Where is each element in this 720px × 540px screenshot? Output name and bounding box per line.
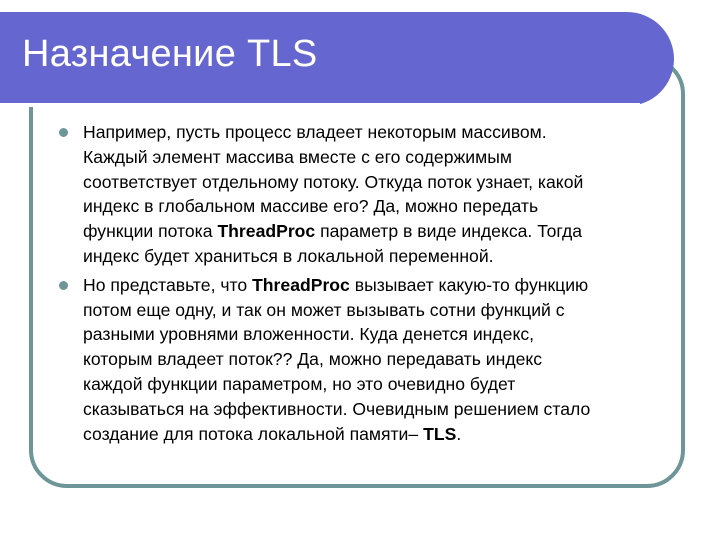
code-term: ThreadProc [252, 274, 350, 295]
text-line: Но представьте, что ThreadProc вызывает какую-то функцию [83, 274, 589, 295]
title-underline [0, 103, 640, 107]
text-line: каждой функции параметром, но это очевидно будет [83, 373, 516, 394]
text-line: индекс в глобальном массиве его? Да, можно передать [83, 196, 539, 217]
text-line: соответствует отдельному потоку. Откуда поток узнает, какой [83, 171, 584, 192]
slide-body [58, 120, 673, 450]
text-line: создание для потока локальной памяти– TLS. [83, 423, 462, 444]
text-line: функции потока ThreadProc параметр в виде индекса. Тогда [83, 221, 583, 242]
bullet-icon [59, 281, 68, 290]
code-term: ThreadProc [217, 221, 316, 242]
bullet-icon [59, 128, 68, 137]
text-line: разными уровнями вложенности. Куда денется индекс, [83, 324, 535, 345]
text-line: которым владеет поток?? Да, можно передавать индекс [83, 349, 543, 370]
code-term: TLS [423, 423, 457, 444]
text-line: Каждый элемент массива вместе с его содержимым [83, 146, 512, 167]
text-line: потом еще одну, и так он может вызывать сотни функций с [83, 299, 565, 320]
text-line: Например, пусть процесс владеет некоторым массивом. [83, 122, 547, 142]
slide-title: Назначение TLS [22, 33, 318, 75]
text-line: индекс будет храниться в локальной переменной. [83, 245, 494, 266]
bullet-item [58, 120, 673, 269]
text-line: сказываться на эффективности. Очевидным решением стало [83, 398, 591, 419]
bullet-item [58, 273, 673, 447]
